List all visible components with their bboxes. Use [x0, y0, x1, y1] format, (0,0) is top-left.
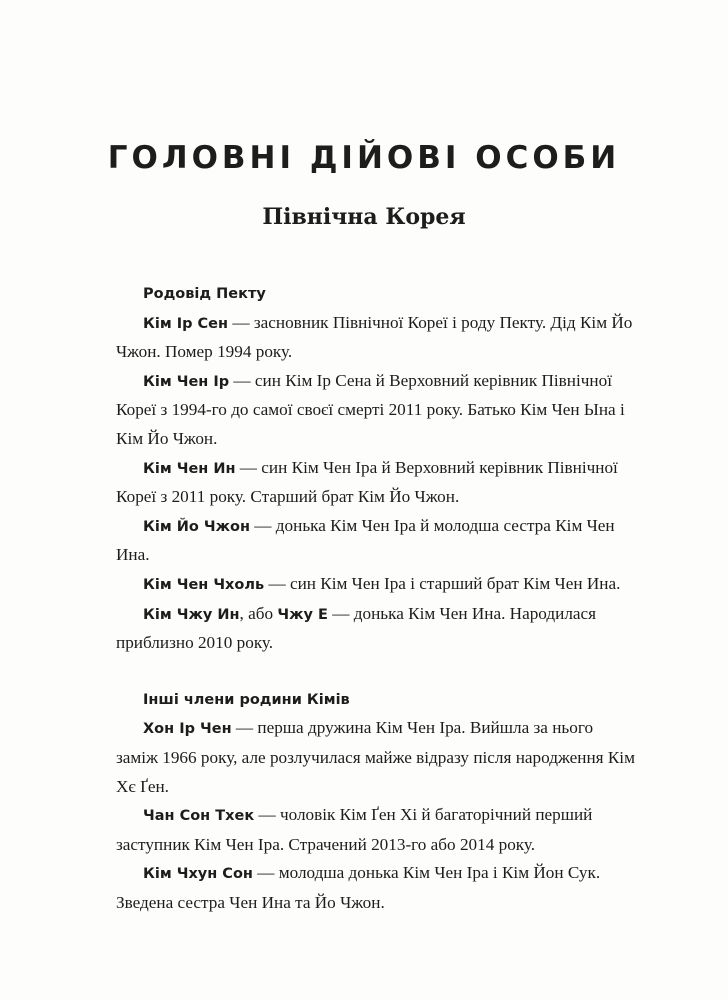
character-description: — син Кім Чен Іра і старший брат Кім Чен Ина.	[264, 573, 621, 593]
character-entry	[116, 801, 636, 859]
chapter-title: ГОЛОВНІ ДІЙОВІ ОСОБИ	[107, 140, 621, 176]
character-name: Кім Йо Чжон	[143, 518, 250, 535]
section-title: Північна Корея	[262, 204, 466, 230]
character-name: Чан Сон Тхек	[143, 808, 255, 825]
character-name: Кім Чен Чхоль	[143, 576, 265, 593]
character-name: Кім Чхун Сон	[143, 866, 253, 883]
character-description: — син Кім Ір Сена й Верховний керівник Північної Кореї з 1994-го до самої своєї смерті 2011 року. Батько Кім Чен Ына і Кім Йо Чжон.	[116, 370, 625, 448]
character-description: — молодша донька Кім Чен Іра і Кім Йон Сук. Зведена сестра Чен Ина та Йо Чжон.	[116, 863, 601, 912]
character-entry	[116, 570, 636, 600]
character-alias: Чжу Е	[277, 606, 328, 623]
character-name: Кім Чен Ір	[143, 373, 230, 390]
character-name: Хон Ір Чен	[143, 721, 232, 738]
character-description: — донька Кім Чен Іра й молодша сестра Кім Чен Ина.	[116, 515, 615, 565]
group-other-kim-family	[116, 686, 636, 918]
character-description: — донька Кім Чен Ина. Народилася приблизно 2010 року.	[116, 603, 597, 653]
group-heading: Інші члени родини Кімів	[143, 691, 350, 708]
character-list	[116, 280, 636, 917]
character-description: — син Кім Чен Іра й Верховний керівник Північної Кореї з 2011 року. Старший брат Кім Йо Чжон.	[116, 457, 618, 507]
character-entry	[116, 309, 636, 367]
group-paektu-bloodline	[116, 280, 636, 658]
character-entry	[116, 714, 636, 801]
character-entry	[116, 367, 636, 454]
character-entry	[116, 859, 636, 917]
group-heading: Родовід Пекту	[143, 286, 266, 302]
character-description: — засновник Північної Кореї і роду Пекту. Дід Кім Йо Чжон. Помер 1994 року.	[116, 312, 633, 362]
character-description: — чоловік Кім Ґен Хі й багаторічний перший заступник Кім Чен Іра. Страчений 2013-го або 2014 року.	[116, 805, 593, 854]
character-name: Кім Чжу Ин	[143, 606, 240, 623]
character-entry	[116, 454, 636, 512]
character-name: Кім Чен Ин	[143, 460, 236, 477]
character-name: Кім Ір Сен	[143, 315, 229, 332]
character-name-connector: , або	[239, 603, 278, 623]
character-entry	[116, 600, 636, 658]
character-description: — перша дружина Кім Чен Іра. Вийшла за нього заміж 1966 року, але розлучилася майже відразу після народження Кім Хє Ґен.	[116, 718, 635, 796]
character-entry	[116, 512, 636, 570]
